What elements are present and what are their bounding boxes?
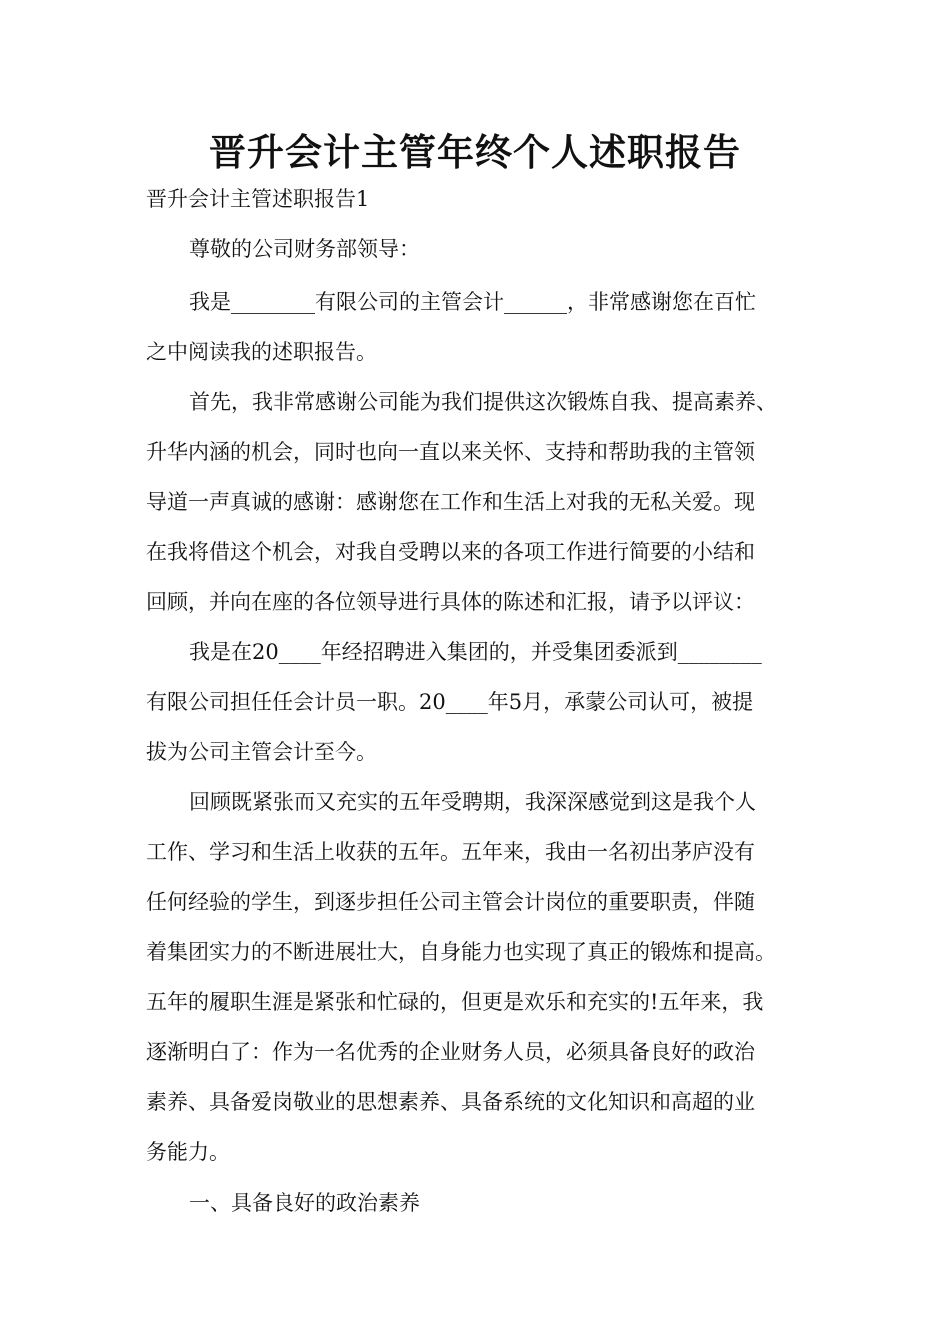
text-line: 任何经验的学生，到逐步担任公司主管会计岗位的重要职责，伴随 (146, 890, 755, 914)
text-line: 之中阅读我的述职报告。 (146, 340, 377, 364)
text-line: 逐渐明白了：作为一名优秀的企业财务人员，必须具备良好的政治 (146, 1040, 755, 1064)
text-line: 我是在20____年经招聘进入集团的，并受集团委派到________ (189, 640, 762, 664)
text-line: 着集团实力的不断进展壮大，自身能力也实现了真正的锻炼和提高。 (146, 940, 776, 964)
text-line: 有限公司担任任会计员一职。20____年5月，承蒙公司认可，被提 (146, 690, 754, 714)
subtitle-line: 晋升会计主管述职报告1 (146, 187, 370, 211)
text-line: 回顾，并向在座的各位领导进行具体的陈述和汇报，请予以评议： (146, 590, 755, 614)
text-line: 五年的履职生涯是紧张和忙碌的，但更是欢乐和充实的!五年来，我 (146, 990, 764, 1014)
text-line: 导道一声真诚的感谢：感谢您在工作和生活上对我的无私关爱。现 (146, 490, 755, 514)
text-line: 工作、学习和生活上收获的五年。五年来，我由一名初出茅庐没有 (146, 840, 755, 864)
text-line: 务能力。 (146, 1140, 230, 1164)
text-line: 我是________有限公司的主管会计______，非常感谢您在百忙 (189, 290, 756, 314)
text-line: 在我将借这个机会，对我自受聘以来的各项工作进行简要的小结和 (146, 540, 755, 564)
text-line: 回顾既紧张而又充实的五年受聘期，我深深感觉到这是我个人 (189, 790, 756, 814)
text-line: 升华内涵的机会，同时也向一直以来关怀、支持和帮助我的主管领 (146, 440, 755, 464)
section-heading: 一、具备良好的政治素养 (189, 1191, 420, 1215)
document-title: 晋升会计主管年终个人述职报告 (209, 130, 741, 174)
salutation-line: 尊敬的公司财务部领导： (189, 237, 420, 261)
text-line: 拔为公司主管会计至今。 (146, 740, 377, 764)
text-line: 首先，我非常感谢公司能为我们提供这次锻炼自我、提高素养、 (189, 390, 777, 414)
text-line: 素养、具备爱岗敬业的思想素养、具备系统的文化知识和高超的业 (146, 1090, 755, 1114)
